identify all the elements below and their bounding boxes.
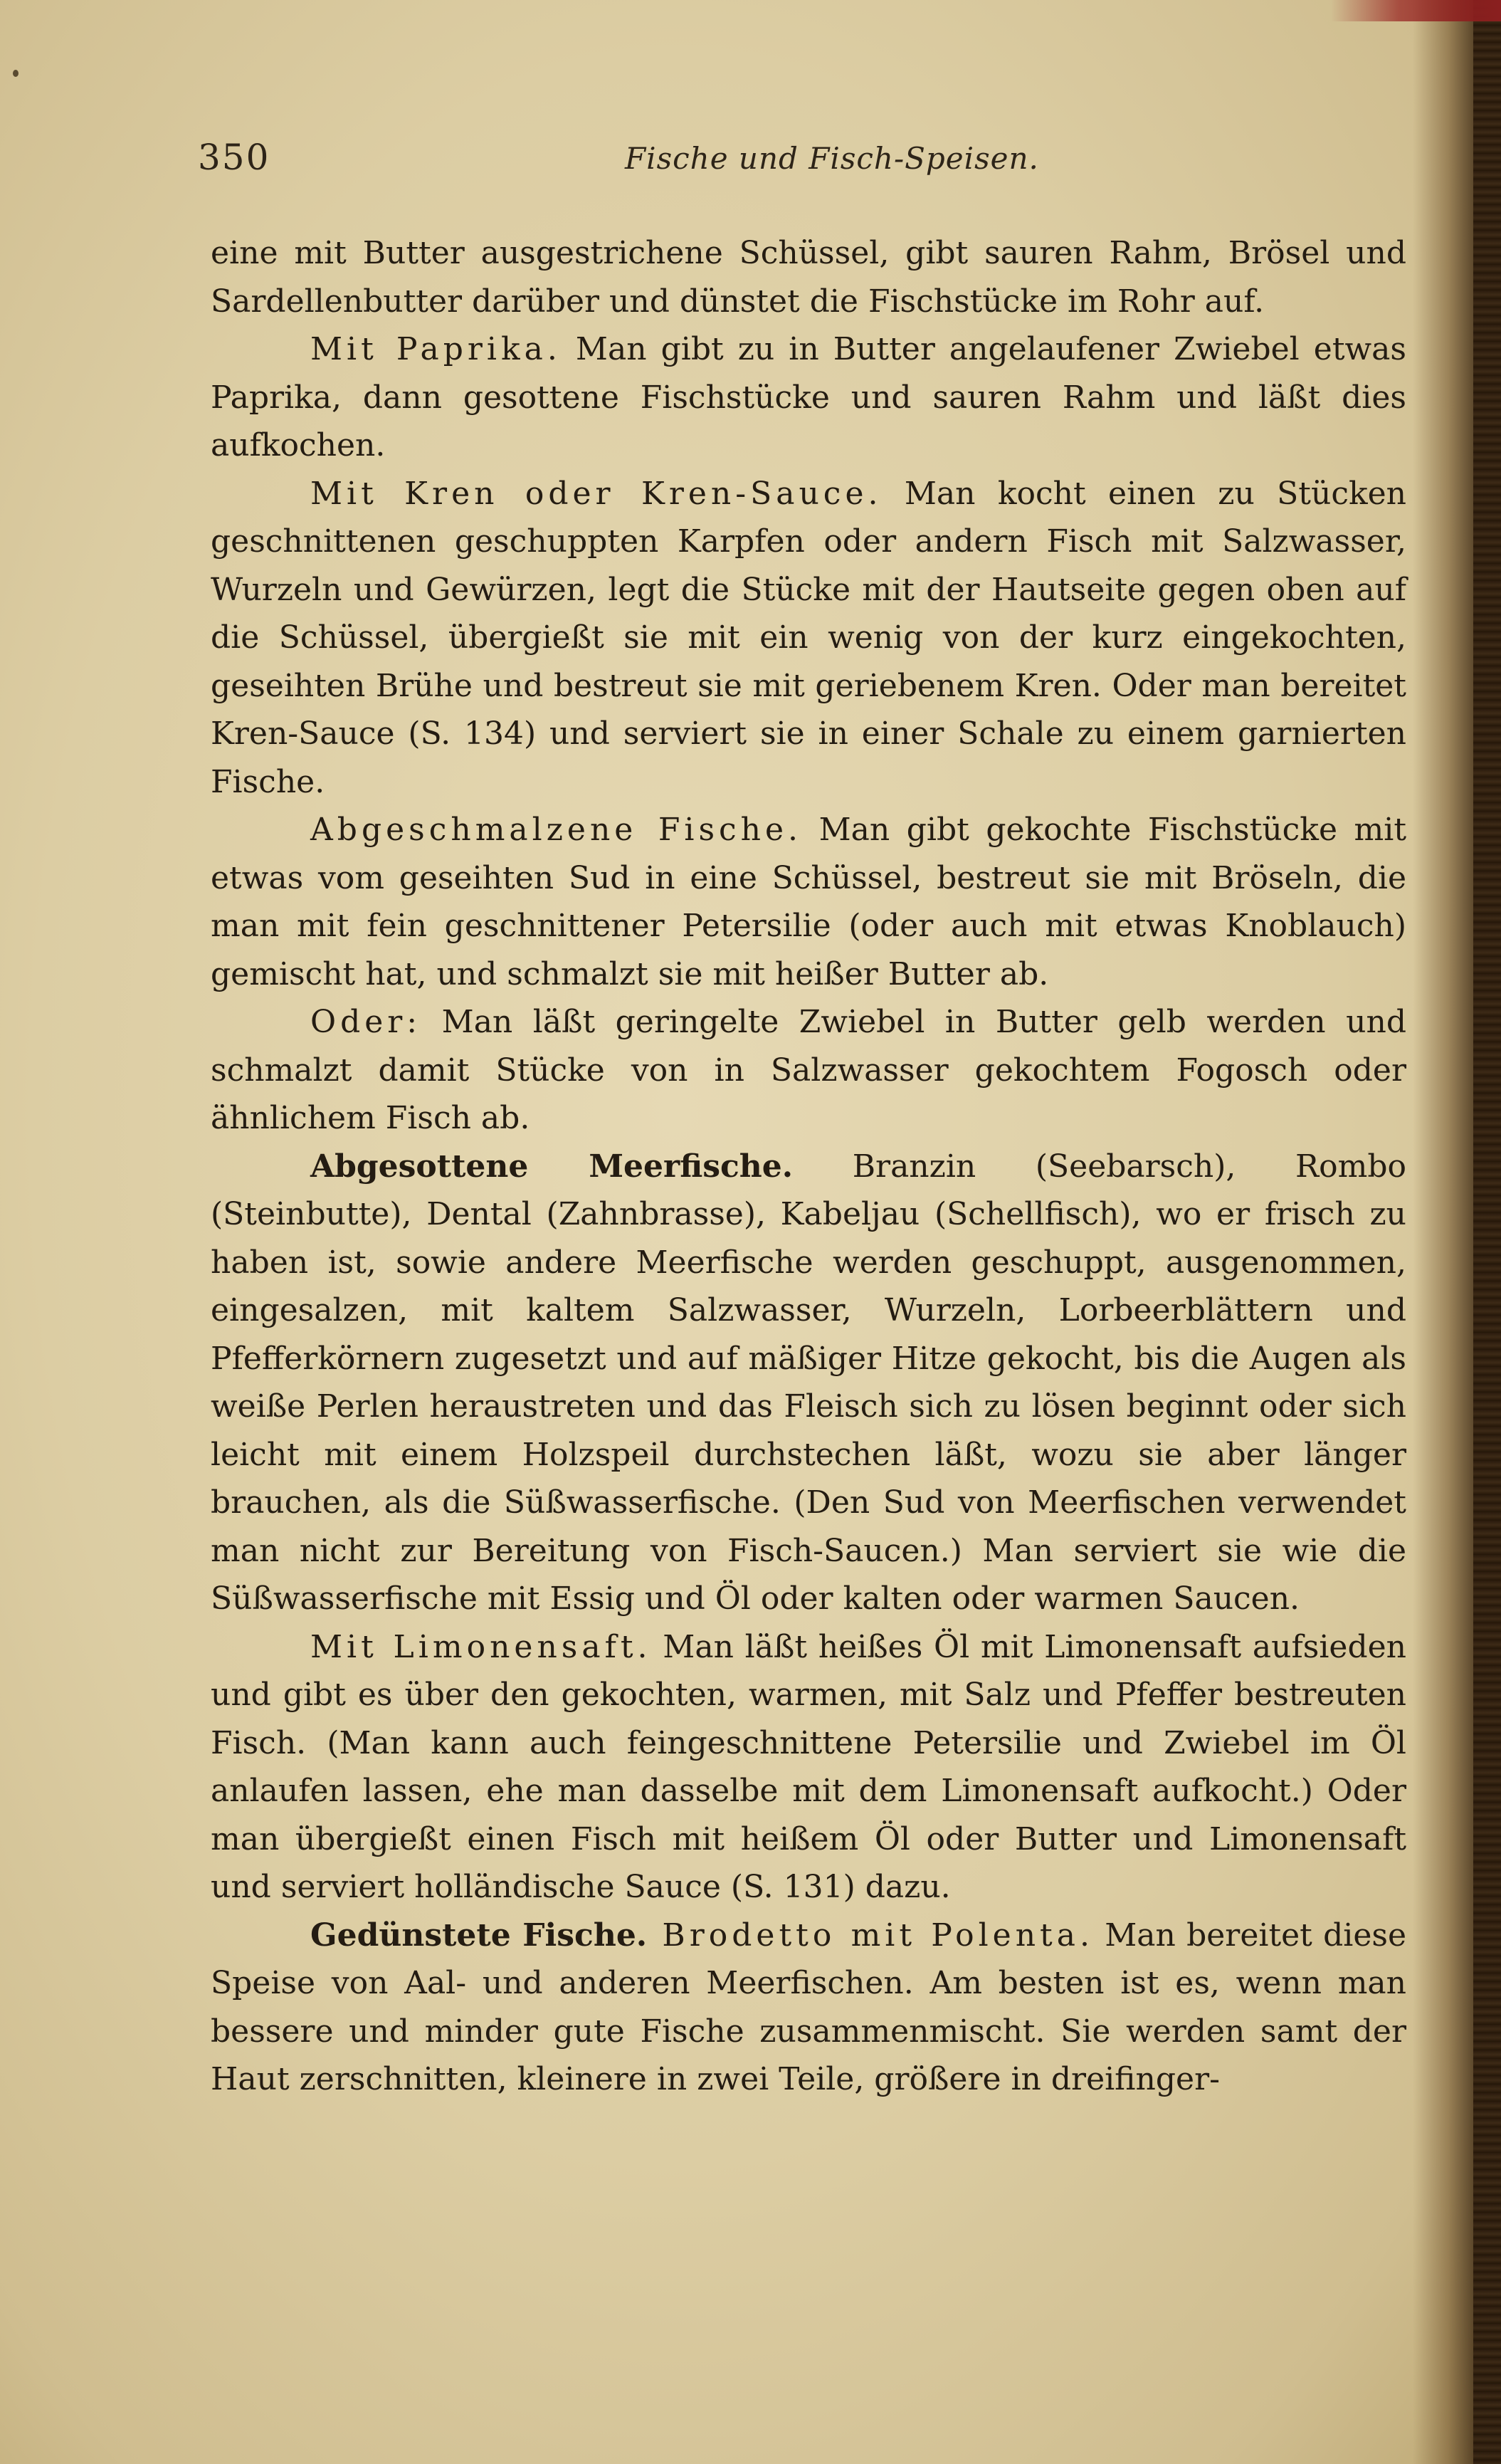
recipe-label: Mit Limonensaft. <box>310 1628 652 1665</box>
recipe-label: Mit Kren oder Kren-Sauce. <box>310 475 883 512</box>
paragraph-limonensaft <box>211 1623 1406 1912</box>
section-heading: Gedünstete Fische. <box>310 1917 648 1954</box>
binding-top-mark <box>1331 0 1501 21</box>
recipe-label: Abgeschmalzene Fische. <box>310 812 803 848</box>
paragraph-1 <box>211 229 1406 325</box>
running-title: Fische und Fisch-Speisen. <box>625 141 1039 176</box>
page-header <box>198 137 1401 194</box>
page-number: 350 <box>198 137 270 178</box>
paragraph-text: Man läßt geringelte Zwiebel in Butter gelb werden und schmalzt damit Stücke von in Salzwasser gekochtem Fogosch oder ähnlichem Fisch ab. <box>211 1004 1406 1136</box>
recipe-label: Oder: <box>310 1004 422 1040</box>
paragraph-text: Man läßt heißes Öl mit Limonensaft aufsieden und gibt es über den gekochten, warmen, mit Salz und Pfeffer bestreuten Fisch. (Man kann auch feingeschnittene Petersilie und Zwiebel im Öl anlaufen lassen, ehe man dasselbe mit dem Limonensaft aufkocht.) Oder man übergießt einen Fisch mit heißem Öl oder Butter und Limonensaft und serviert holländische Sauce (S. 131) dazu. <box>211 1628 1406 1905</box>
paragraph-kren <box>211 470 1406 807</box>
paper-speck <box>13 70 19 77</box>
paragraph-oder <box>211 998 1406 1143</box>
paragraph-text: eine mit Butter ausgestrichene Schüssel, gibt sauren Rahm, Brösel und Sardellenbutter darüber und dünstet die Fischstücke im Rohr auf. <box>211 235 1406 320</box>
paragraph-text: Man gibt zu in Butter angelaufener Zwiebel etwas Paprika, dann gesottene Fischstücke und sauren Rahm und läßt dies aufkochen. <box>211 331 1406 463</box>
paragraph-abgesottene-meerfische <box>211 1143 1406 1623</box>
recipe-label: Brodetto mit Polenta. <box>647 1917 1094 1954</box>
paragraph-text: Branzin (Seebarsch), Rombo (Steinbutte), Dental (Zahnbrasse), Kabeljau (Schellfisch), wo er frisch zu haben ist, sowie andere Meerfische werden geschuppt, ausgenommen, eingesalzen, mit kaltem Salzwasser, Wurzeln, Lorbeerblättern und Pfefferkörnern zugesetzt und auf mäßiger Hitze gekocht, bis die Augen als weiße Perlen heraustreten und das Fleisch sich zu lösen beginnt oder sich leicht mit einem Holzspeil durchstechen läßt, wozu sie aber länger brauchen, als die Süßwasserfische. (Den Sud von Meerfischen verwendet man nicht zur Bereitung von Fisch-Saucen.) Man serviert sie wie die Süßwasserfische mit Essig und Öl oder kalten oder warmen Saucen. <box>211 1148 1406 1617</box>
paragraph-gedunstete-fische <box>211 1912 1406 2104</box>
paragraph-text: Man gibt gekochte Fischstücke mit etwas vom geseihten Sud in eine Schüssel, bestreut sie mit Bröseln, die man mit fein geschnittener Petersilie (oder auch mit etwas Knoblauch) gemischt hat, und schmalzt sie mit heißer Butter ab. <box>211 812 1406 992</box>
binding-edge <box>1473 0 1501 2464</box>
paragraph-paprika <box>211 325 1406 470</box>
paragraph-abgeschmalzene <box>211 806 1406 998</box>
paragraph-text: Man bereitet diese Speise von Aal- und anderen Meerfischen. Am besten ist es, wenn man bessere und minder gute Fische zusammenmischt. Sie werden samt der Haut zerschnitten, kleinere in zwei Teile, größere in dreifinger- <box>211 1917 1407 2097</box>
body-text <box>211 229 1406 2104</box>
paragraph-text: Man kocht einen zu Stücken geschnittenen geschuppten Karpfen oder andern Fisch mit Salzwasser, Wurzeln und Gewürzen, legt die Stücke mit der Hautseite gegen oben auf die Schüssel, übergießt sie mit ein wenig von der kurz eingekochten, geseihten Brühe und bestreut sie mit geriebenem Kren. Oder man bereitet Kren-Sauce (S. 134) und serviert sie in einer Schale zu einem garnierten Fische. <box>211 475 1406 800</box>
recipe-label: Mit Paprika. <box>310 331 562 367</box>
section-heading: Abgesottene Meerfische. <box>310 1148 794 1185</box>
